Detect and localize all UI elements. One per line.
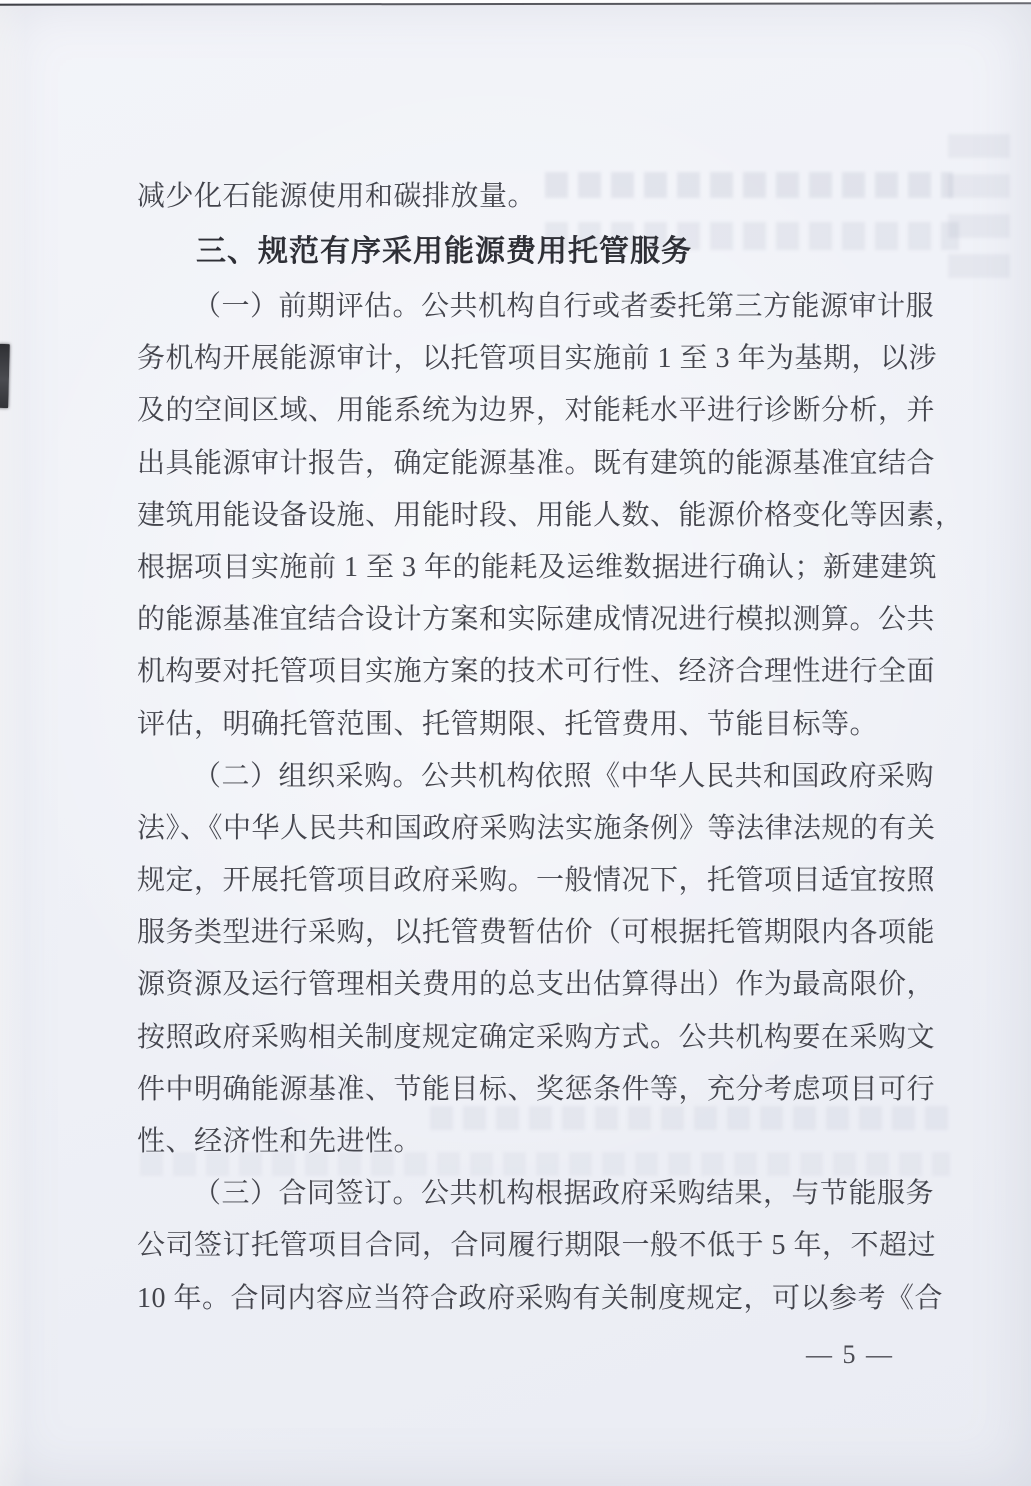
para1-line: 评估，明确托管范围、托管期限、托管费用、节能目标等。	[137, 708, 879, 740]
para2-line: 源资源及运行管理相关费用的总支出估算得出）作为最高限价，	[137, 969, 936, 1001]
scan-edge-line	[0, 2, 1031, 5]
para1-line: 及的空间区域、用能系统为边界，对能耗水平进行诊断分析，并	[137, 395, 936, 427]
para3-line: （三）合同签订。公共机构根据政府采购结果，与节能服务	[193, 1178, 935, 1210]
page-number: — 5 —	[806, 1340, 894, 1369]
para2-line: 规定，开展托管项目政府采购。一般情况下，托管项目适宜按照	[137, 865, 936, 897]
bleed-through-text	[948, 128, 1010, 278]
para3-line: 10 年。合同内容应当符合政府采购有关制度规定，可以参考《合	[137, 1282, 944, 1314]
para1-line: 机构要对托管项目实施方案的技术可行性、经济合理性进行全面	[137, 656, 936, 688]
para2-line: （二）组织采购。公共机构依照《中华人民共和国政府采购	[193, 760, 935, 792]
para2-line: 法》、《中华人民共和国政府采购法实施条例》等法律法规的有关	[137, 812, 936, 844]
para3-line: 公司签订托管项目合同，合同履行期限一般不低于 5 年，不超过	[137, 1230, 937, 1262]
section-heading: 三、规范有序采用能源费用托管服务	[196, 235, 692, 268]
para2-line: 服务类型进行采购，以托管费暂估价（可根据托管期限内各项能	[137, 917, 936, 949]
para2-line: 件中明确能源基准、节能目标、奖惩条件等，充分考虑项目可行	[137, 1073, 936, 1105]
document-body	[137, 171, 964, 1325]
para2-line: 按照政府采购相关制度规定确定采购方式。公共机构要在采购文	[137, 1021, 936, 1053]
para1-line: （一）前期评估。公共机构自行或者委托第三方能源审计服	[193, 291, 935, 322]
para1-line: 建筑用能设备设施、用能时段、用能人数、能源价格变化等因素，	[137, 499, 964, 531]
binding-mark	[0, 344, 10, 408]
para1-line: 根据项目实施前 1 至 3 年的能耗及运维数据进行确认；新建建筑	[137, 551, 938, 583]
para1-line: 务机构开展能源审计，以托管项目实施前 1 至 3 年为基期，以涉	[137, 343, 938, 375]
para1-line: 的能源基准宜结合设计方案和实际建成情况进行模拟测算。公共	[137, 604, 936, 636]
para1-line: 出具能源审计报告，确定能源基准。既有建筑的能源基准宜结合	[137, 447, 936, 479]
paragraph-tail-line: 减少化石能源使用和碳排放量。	[137, 181, 537, 212]
para2-line: 性、经济性和先进性。	[137, 1126, 423, 1157]
